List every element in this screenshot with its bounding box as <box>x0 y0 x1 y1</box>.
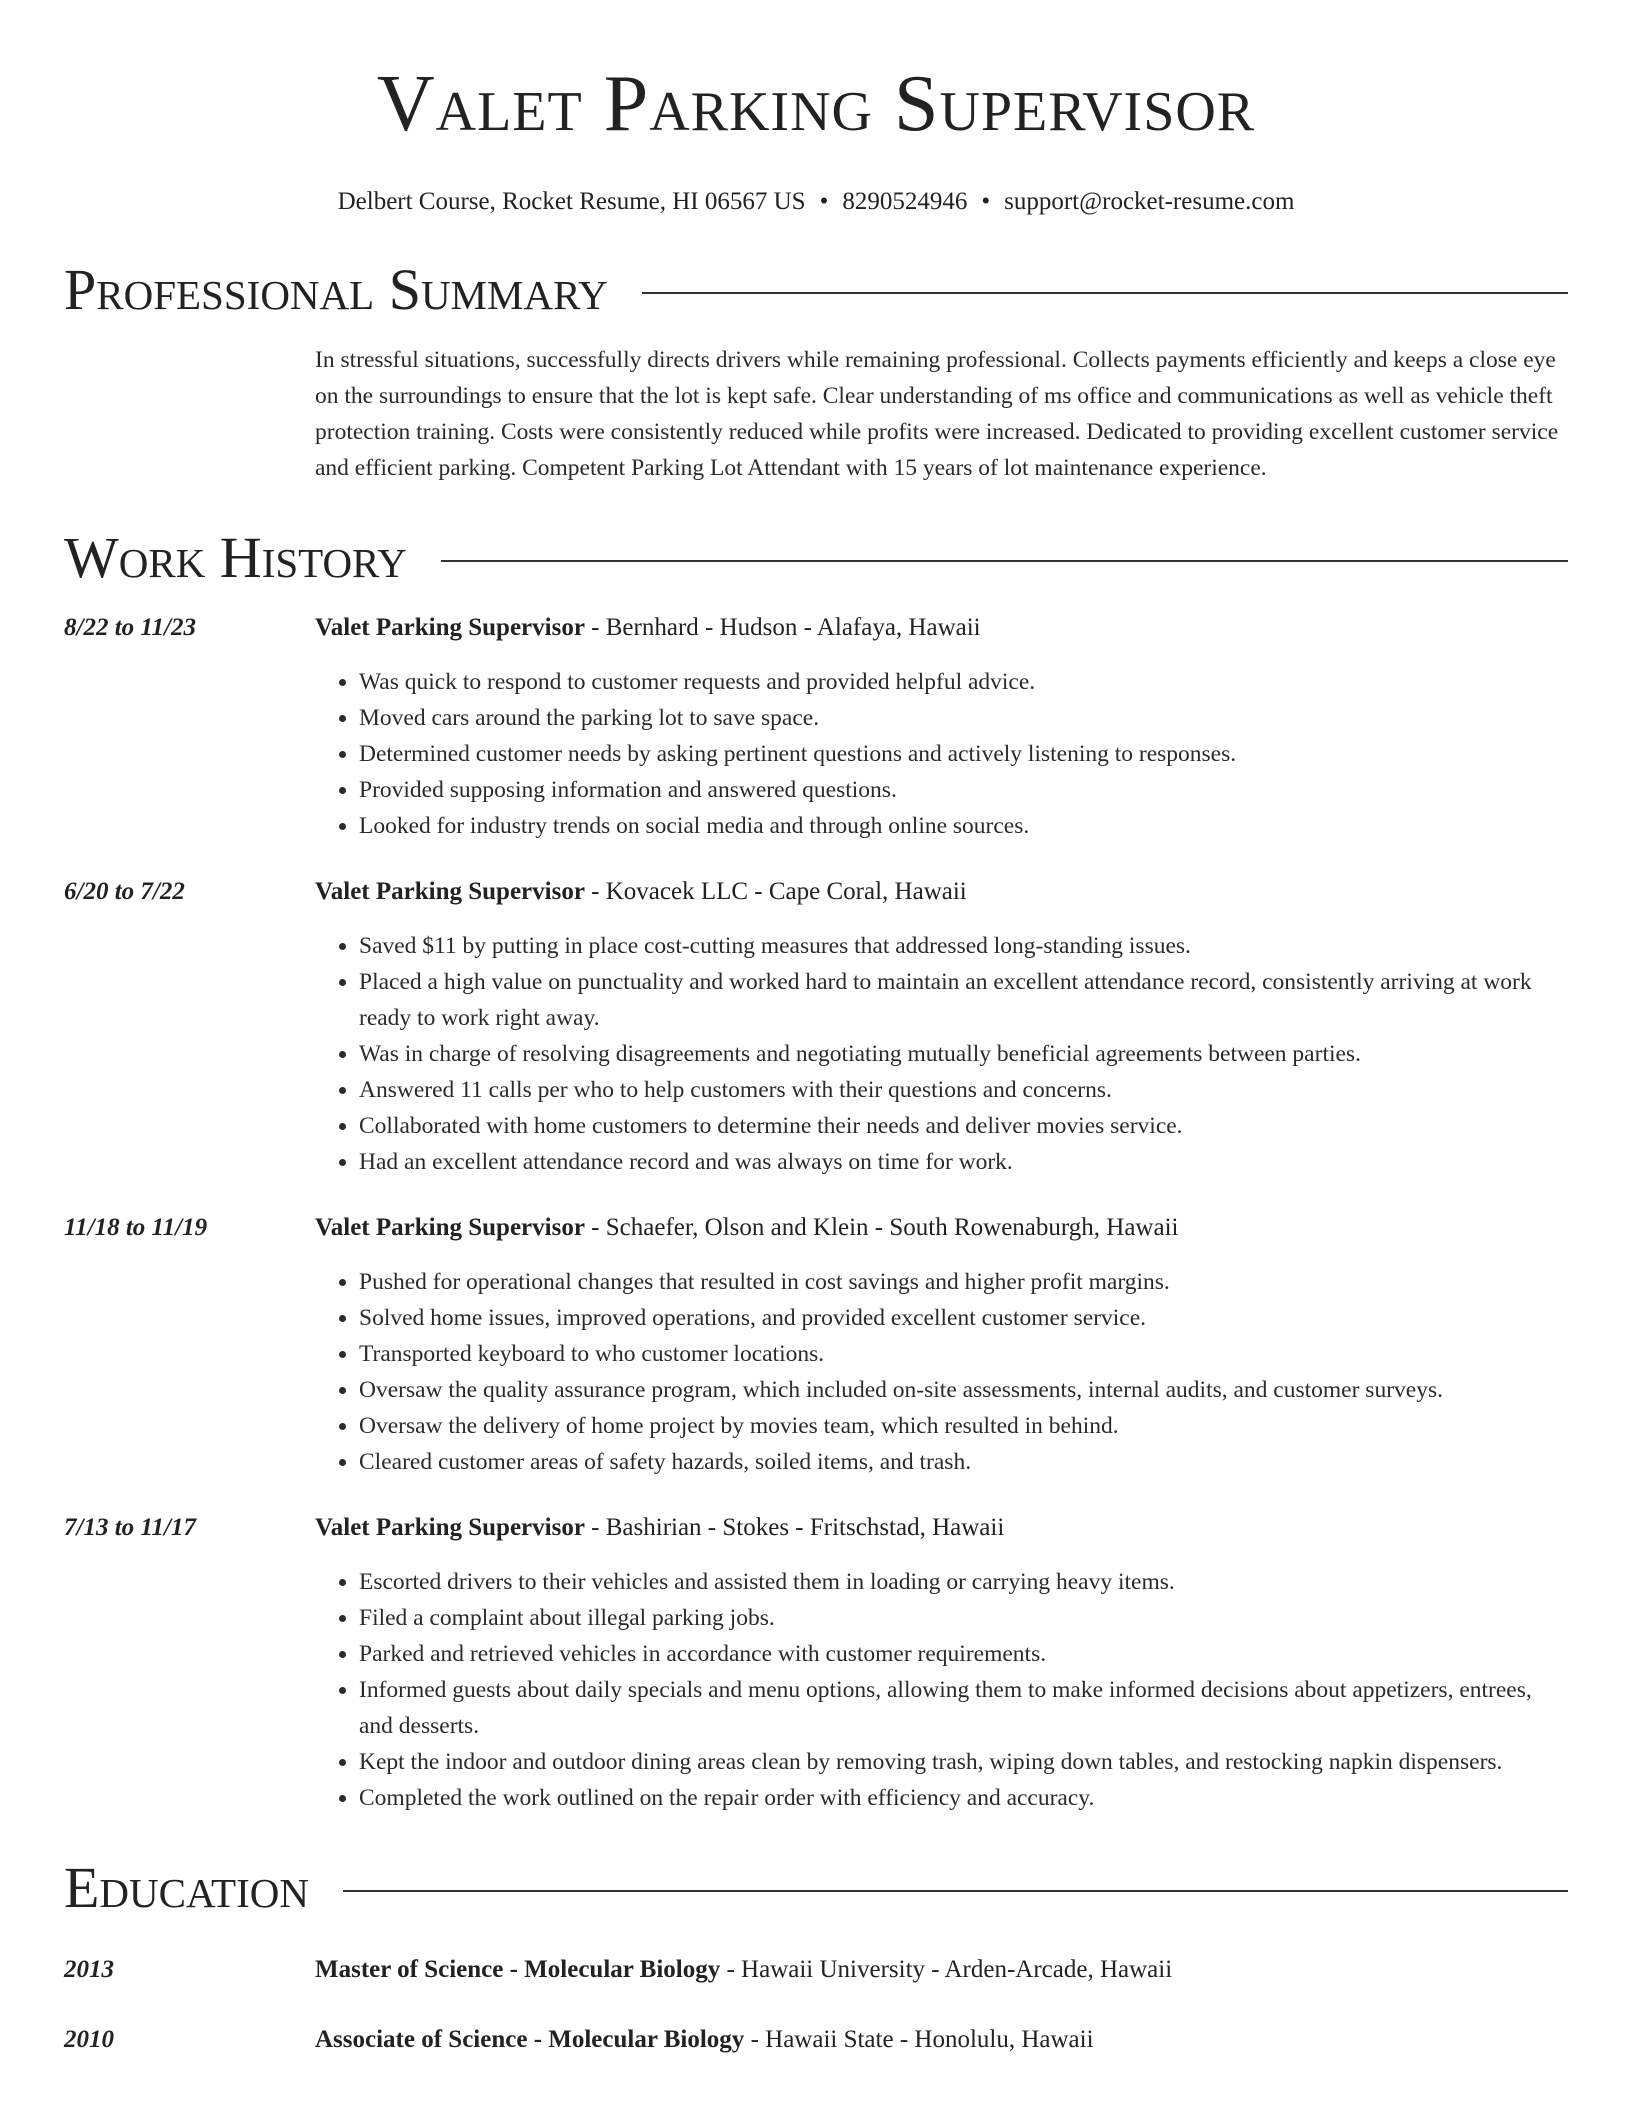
job-entry <box>64 1210 1568 1480</box>
contact-email: support@rocket-resume.com <box>1004 188 1295 215</box>
contact-separator: • <box>819 188 829 215</box>
job-bullet: • Collaborated with home customers to determine their needs and deliver movies service. <box>359 1108 1568 1144</box>
job-title: Valet Parking Supervisor <box>315 614 585 641</box>
job-bullet: • Kept the indoor and outdoor dining areas clean by removing trash, wiping down tables, and restocking napkin dispensers. <box>359 1744 1568 1780</box>
section-heading-education: Education <box>64 1855 309 1920</box>
job-title: Valet Parking Supervisor <box>315 1514 585 1541</box>
job-details: - Schaefer, Olson and Klein - South Rowenaburgh, Hawaii <box>584 1214 1179 1241</box>
section-heading-summary: Professional Summary <box>64 257 608 322</box>
education-year: 2013 <box>64 1956 114 1983</box>
job-dates: 11/18 to 11/19 <box>64 1214 208 1241</box>
job-bullet: • Oversaw the delivery of home project by movies team, which resulted in behind. <box>359 1408 1568 1444</box>
job-title: Valet Parking Supervisor <box>315 878 585 905</box>
section-heading-work: Work History <box>64 525 407 590</box>
job-bullets <box>315 928 1568 1180</box>
job-title-line <box>315 610 1568 646</box>
job-body <box>315 610 1568 844</box>
job-bullet: • Cleared customer areas of safety hazards, soiled items, and trash. <box>359 1444 1568 1480</box>
education-entry <box>64 2022 1568 2058</box>
job-bullet: • Pushed for operational changes that resulted in cost savings and higher profit margins. <box>359 1264 1568 1300</box>
education-degree: Associate of Science - Molecular Biology <box>315 2026 745 2053</box>
education-details: - Hawaii State - Honolulu, Hawaii <box>744 2026 1094 2053</box>
job-bullet: • Was quick to respond to customer requests and provided helpful advice. <box>359 664 1568 700</box>
work-section-header <box>64 524 1568 592</box>
job-bullet: • Determined customer needs by asking pertinent questions and actively listening to responses. <box>359 736 1568 772</box>
job-bullet: • Solved home issues, improved operations, and provided excellent customer service. <box>359 1300 1568 1336</box>
job-entry <box>64 1510 1568 1816</box>
job-bullet: • Provided supposing information and answered questions. <box>359 772 1568 808</box>
job-title-line <box>315 1510 1568 1546</box>
education-entry <box>64 1952 1568 1988</box>
education-degree-line <box>315 2022 1568 2058</box>
job-bullet: • Completed the work outlined on the repair order with efficiency and accuracy. <box>359 1780 1568 1816</box>
section-divider <box>343 1890 1568 1892</box>
job-bullet: • Oversaw the quality assurance program, which included on-site assessments, internal audits, and customer surveys. <box>359 1372 1568 1408</box>
contact-separator: • <box>981 188 991 215</box>
job-bullet: • Saved $11 by putting in place cost-cutting measures that addressed long-standing issues. <box>359 928 1568 964</box>
job-title: Valet Parking Supervisor <box>315 1214 585 1241</box>
job-title-line <box>315 874 1568 910</box>
education-section-header <box>64 1854 1568 1922</box>
job-title-line <box>315 1210 1568 1246</box>
section-divider <box>642 292 1568 294</box>
job-body <box>315 1510 1568 1816</box>
job-body <box>315 874 1568 1180</box>
job-bullet: • Was in charge of resolving disagreements and negotiating mutually beneficial agreements between parties. <box>359 1036 1568 1072</box>
job-entry <box>64 610 1568 844</box>
education-degree: Master of Science - Molecular Biology <box>315 1956 721 1983</box>
contact-line <box>64 186 1568 218</box>
job-bullet: • Filed a complaint about illegal parking jobs. <box>359 1600 1568 1636</box>
job-details: - Bernhard - Hudson - Alafaya, Hawaii <box>584 614 981 641</box>
job-bullets <box>315 1264 1568 1480</box>
section-divider <box>441 560 1568 562</box>
job-details: - Kovacek LLC - Cape Coral, Hawaii <box>584 878 967 905</box>
resume-title: Valet Parking Supervisor <box>376 60 1256 148</box>
summary-text: In stressful situations, successfully directs drivers while remaining professional. Collects payments efficiently and keeps a close eye on the surroundings to ensure that the lot is kept safe. Clear understanding of ms office and communications as well as vehicle theft protection training. Costs were consistently reduced while profits were increased. Dedicated to providing excellent customer service and efficient parking. Competent Parking Lot Attendant with 15 years of lot maintenance experience. <box>315 347 1559 481</box>
job-bullet: • Parked and retrieved vehicles in accordance with customer requirements. <box>359 1636 1568 1672</box>
job-bullet: • Answered 11 calls per who to help customers with their questions and concerns. <box>359 1072 1568 1108</box>
job-bullet: • Moved cars around the parking lot to save space. <box>359 700 1568 736</box>
job-dates: 8/22 to 11/23 <box>64 614 196 641</box>
education-year: 2010 <box>64 2026 114 2053</box>
job-bullet: • Transported keyboard to who customer locations. <box>359 1336 1568 1372</box>
contact-address: Delbert Course, Rocket Resume, HI 06567 US <box>337 188 806 215</box>
education-details: - Hawaii University - Arden-Arcade, Hawaii <box>720 1956 1173 1983</box>
job-bullet: • Informed guests about daily specials and menu options, allowing them to make informed decisions about appetizers, entrees, and desserts. <box>359 1672 1568 1744</box>
job-bullet: • Looked for industry trends on social media and through online sources. <box>359 808 1568 844</box>
job-dates: 7/13 to 11/17 <box>64 1514 196 1541</box>
job-bullet: • Had an excellent attendance record and was always on time for work. <box>359 1144 1568 1180</box>
contact-phone: 8290524946 <box>842 188 968 215</box>
job-entry <box>64 874 1568 1180</box>
summary-section-header <box>64 256 1568 324</box>
education-degree-line <box>315 1952 1568 1988</box>
job-bullets <box>315 664 1568 844</box>
job-dates: 6/20 to 7/22 <box>64 878 185 905</box>
job-details: - Bashirian - Stokes - Fritschstad, Hawaii <box>584 1514 1005 1541</box>
job-bullet: • Escorted drivers to their vehicles and assisted them in loading or carrying heavy items. <box>359 1564 1568 1600</box>
job-bullet: • Placed a high value on punctuality and worked hard to maintain an excellent attendance record, consistently arriving at work ready to work right away. <box>359 964 1568 1036</box>
job-bullets <box>315 1564 1568 1816</box>
job-body <box>315 1210 1568 1480</box>
